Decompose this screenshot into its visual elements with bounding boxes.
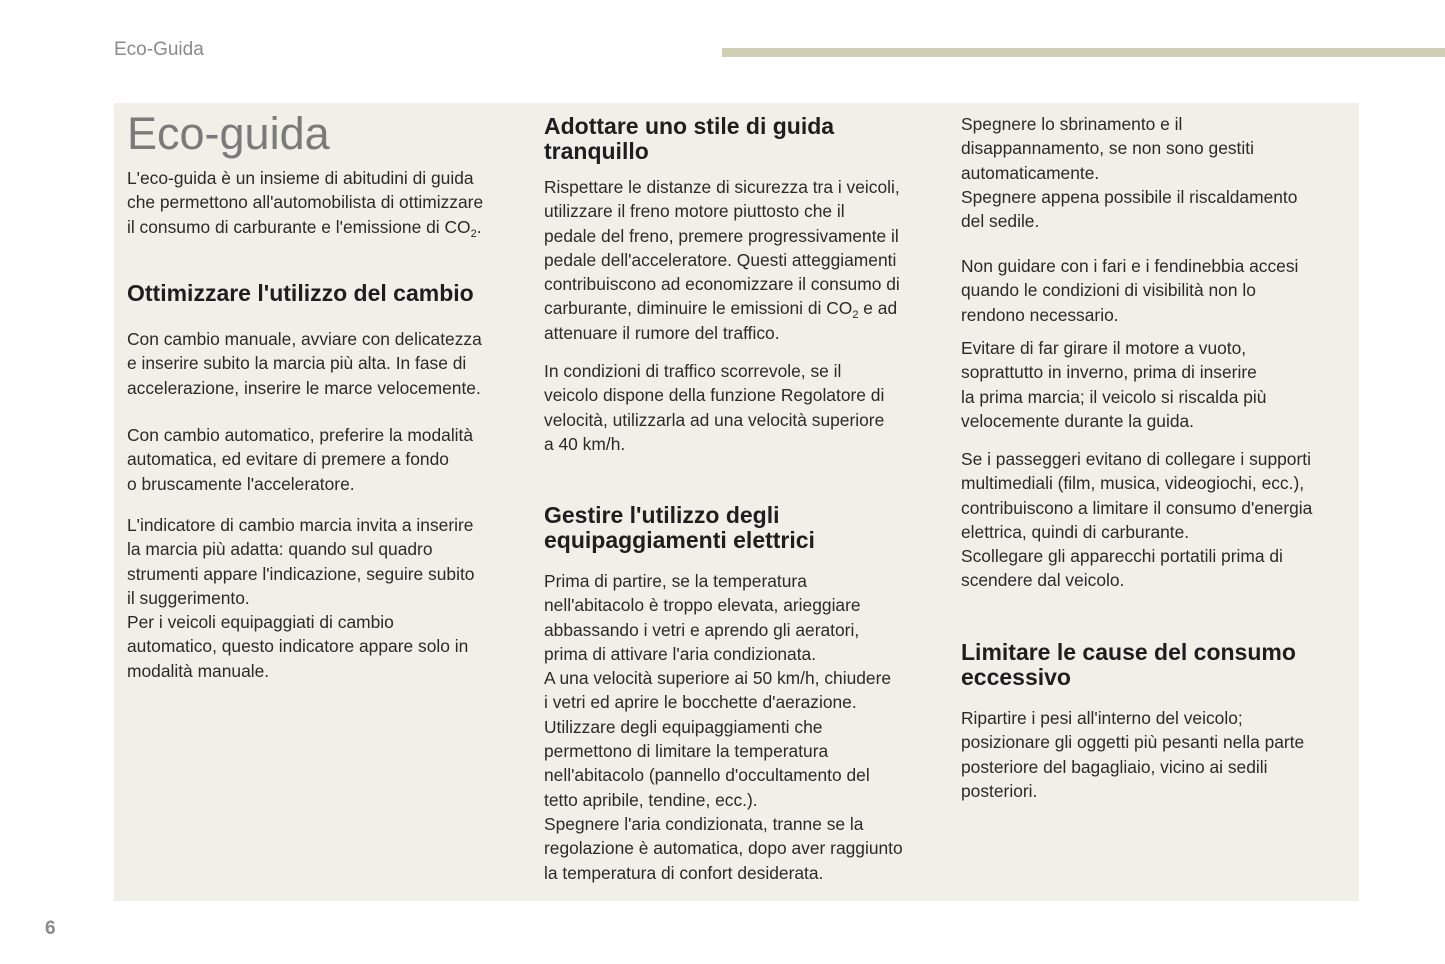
page-number: 6 <box>45 918 56 939</box>
paragraph <box>544 175 900 345</box>
subscript: 2 <box>852 309 859 322</box>
section-heading-driving-style: Adottare uno stile di guida tranquillo <box>544 113 835 164</box>
intro-paragraph <box>127 166 483 239</box>
paragraph: In condizioni di traffico scorrevole, se il veicolo dispone della funzione Regolatore di velocità, utilizzarla ad una velocità superiore a 40 km/h. <box>544 361 885 454</box>
paragraph: Se i passeggeri evitano di collegare i supporti multimediali (film, musica, videogiochi, ecc.), contribuiscono a limitare il consumo d'energia elettrica, quindi di carburante. Scollegare gli apparecchi portatili prima di scendere dal veicolo. <box>961 449 1313 591</box>
running-header: Eco-Guida <box>114 39 204 60</box>
section-heading-consumption: Limitare le cause del consumo eccessivo <box>961 639 1296 690</box>
paragraph: Non guidare con i fari e i fendinebbia accesi quando le condizioni di visibilità non lo rendono necessario. <box>961 256 1299 325</box>
paragraph: Ripartire i pesi all'interno del veicolo; posizionare gli oggetti più pesanti nella parte posteriore del bagagliaio, vicino ai sedili posteriori. <box>961 708 1305 801</box>
section-heading-gearbox: Ottimizzare l'utilizzo del cambio <box>127 280 474 306</box>
intro-text: L'eco-guida è un insieme di abitudini di guida che permettono all'automobilista di ottimizzare il consumo di carburante e l'emissione di CO <box>127 168 484 237</box>
paragraph: Con cambio manuale, avviare con delicatezza e inserire subito la marcia più alta. In fase di accelerazione, inserire le marce velocemente. <box>127 329 482 398</box>
paragraph: Evitare di far girare il motore a vuoto, soprattutto in inverno, prima di inserire la prima marcia; il veicolo si riscalda più velocemente durante la guida. <box>961 338 1267 431</box>
section-heading-electrical: Gestire l'utilizzo degli equipaggiamenti elettrici <box>544 502 815 553</box>
paragraph: Prima di partire, se la temperatura nell'abitacolo è troppo elevata, arieggiare abbassando i vetri e aprendo gli aeratori, prima di attivare l'aria condizionata. A una velocità superiore ai 50 km/h, chiudere i vetri ed aprire le bocchette d'aerazione. Utilizzare degli equipaggiamenti che permettono di limitare la temperatura nell'abitacolo (pannello d'occultamento del tetto apribile, tendine, ecc.). Spegnere l'aria condizionata, tranne se la regolazione è automatica, dopo aver raggiunto la temperatura di confort desiderata. <box>544 571 903 883</box>
paragraph-text: e ad attenuare il rumore del traffico. <box>544 298 898 343</box>
paragraph: Spegnere lo sbrinamento e il disappannamento, se non sono gestiti automaticamente. Spegnere appena possibile il riscaldamento del sedile. <box>961 114 1298 232</box>
intro-end: . <box>476 216 482 237</box>
subscript: 2 <box>470 227 477 240</box>
header-rule <box>722 48 1445 57</box>
page-title: Eco-guida <box>127 108 330 159</box>
paragraph-text: Rispettare le distanze di sicurezza tra i veicoli, utilizzare il freno motore piuttosto che il pedale del freno, premere progressivamente il pedale dell'acceleratore. Questi atteggiamenti contribuiscono ad economizzare il consumo di carburante, diminuire le emissioni di CO <box>544 177 900 319</box>
paragraph: Con cambio automatico, preferire la modalità automatica, ed evitare di premere a fondo o bruscamente l'acceleratore. <box>127 425 474 494</box>
paragraph: L'indicatore di cambio marcia invita a inserire la marcia più adatta: quando sul quadro strumenti appare l'indicazione, seguire subito il suggerimento. Per i veicoli equipaggiati di cambio automatico, questo indicatore appare solo in modalità manuale. <box>127 515 475 681</box>
